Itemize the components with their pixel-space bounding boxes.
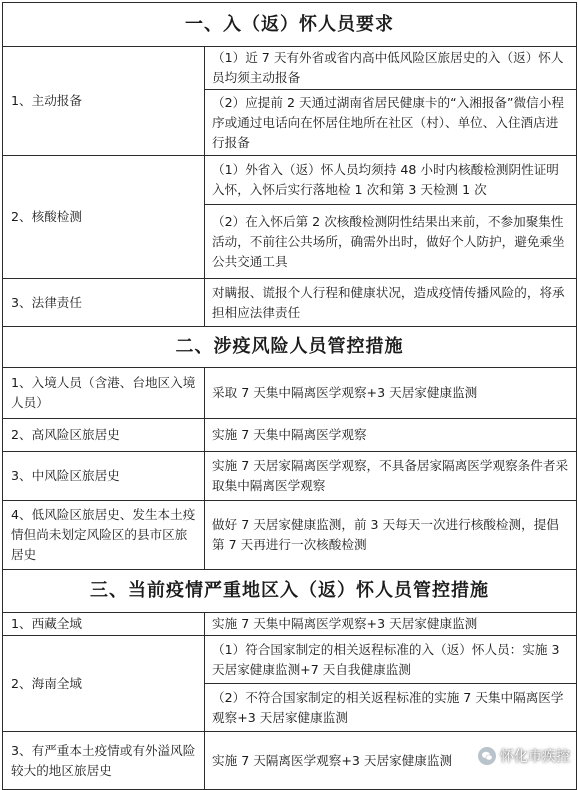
section-title: 三、当前疫情严重地区入（返）怀人员管控措施 [3, 570, 577, 613]
table-row [3, 279, 577, 327]
table-row [3, 501, 577, 570]
table-row [3, 368, 577, 419]
row-content: （1）符合国家制定的相关返程标准的入（返）怀人员：实施 3 天居家健康监测+7 天自我健康监测 [205, 636, 577, 684]
section-header-row [3, 570, 577, 613]
policy-table [2, 2, 577, 790]
row-label: 2、海南全域 [3, 636, 205, 732]
section-header-row [3, 3, 577, 47]
row-label: 2、核酸检测 [3, 156, 205, 279]
table-row [3, 636, 577, 684]
table-row [3, 613, 577, 636]
row-label: 1、主动报备 [3, 47, 205, 156]
table-row [3, 47, 577, 90]
section-title: 二、涉疫风险人员管控措施 [3, 327, 577, 368]
row-label: 1、西藏全域 [3, 613, 205, 636]
watermark-text: 怀化市疾控 [500, 749, 570, 765]
watermark [477, 746, 570, 766]
row-content: （1）外省入（返）怀人员均须持 48 小时内核酸检测阴性证明入怀，入怀后实行落地检 1 次和第 3 天检测 1 次 [205, 156, 577, 205]
row-label: 4、低风险区旅居史、发生本土疫情但尚未划定风险区的县市区旅居史 [3, 501, 205, 570]
row-content: （1）近 7 天有外省或省内高中低风险区旅居史的入（返）怀人员均须主动报备 [205, 47, 577, 90]
row-content: 对瞒报、谎报个人行程和健康状况，造成疫情传播风险的，将承担相应法律责任 [205, 279, 577, 327]
table-row [3, 452, 577, 501]
section-header-row [3, 327, 577, 368]
table-row [3, 156, 577, 205]
row-content: 实施 7 天集中隔离医学观察+3 天居家健康监测 [205, 613, 577, 636]
wechat-bubble-icon [477, 746, 497, 766]
row-label: 2、高风险区旅居史 [3, 419, 205, 452]
row-label: 3、法律责任 [3, 279, 205, 327]
row-content: （2）不符合国家制定的相关返程标准的实施 7 天集中隔离医学观察+3 天居家健康监测 [205, 684, 577, 732]
row-content: （2）在入怀后第 2 次核酸检测阴性结果出来前，不参加聚集性活动，不前往公共场所，确需外出时，做好个人防护，避免乘坐公共交通工具 [205, 205, 577, 279]
row-label: 1、入境人员（含港、台地区入境人员） [3, 368, 205, 419]
row-label: 3、有严重本土疫情或有外溢风险较大的地区旅居史 [3, 732, 205, 790]
row-content: 实施 7 天居家隔离医学观察，不具备居家隔离医学观察条件者采取集中隔离医学观察 [205, 452, 577, 501]
row-content: 实施 7 天隔离医学观察+3 天居家健康监测 [205, 732, 577, 790]
row-content: 实施 7 天集中隔离医学观察 [205, 419, 577, 452]
wechat-bubble-glyph [481, 750, 493, 762]
section-title: 一、入（返）怀人员要求 [3, 3, 577, 47]
row-label: 3、中风险区旅居史 [3, 452, 205, 501]
row-content: （2）应提前 2 天通过湖南省居民健康卡的“入湘报备”微信小程序或通过电话向在怀居住地所在社区（村）、单位、入住酒店进行报备 [205, 90, 577, 156]
table-row [3, 419, 577, 452]
row-content: 做好 7 天居家健康监测，前 3 天每天一次进行核酸检测，提倡第 7 天再进行一次核酸检测 [205, 501, 577, 570]
row-content: 采取 7 天集中隔离医学观察+3 天居家健康监测 [205, 368, 577, 419]
